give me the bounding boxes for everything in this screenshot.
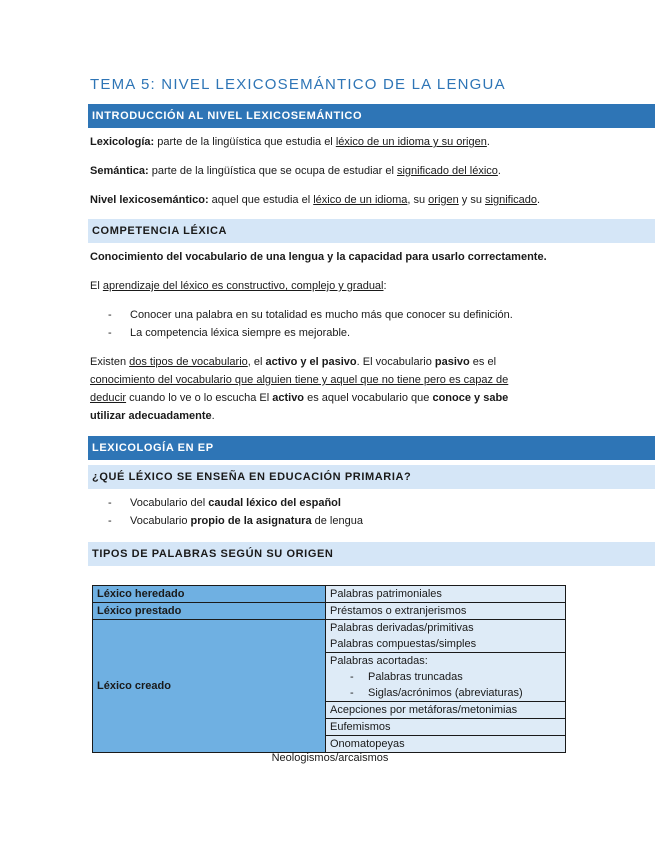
- paragraph-vocabulario-line2: conocimiento del vocabulario que alguien tiene y aquel que no tiene pero es capaz de: [90, 374, 509, 386]
- term-nivel: Nivel lexicosemántico:: [90, 194, 209, 206]
- section-header-competencia: COMPETENCIA LÉXICA: [88, 219, 655, 243]
- cell-value: Palabras patrimoniales: [326, 586, 566, 603]
- table-row: [93, 603, 566, 620]
- section-header-lexicologia: LEXICOLOGÍA EN EP: [88, 436, 655, 460]
- paragraph-lexicologia: Lexicología: parte de la lingüística que estudia el léxico de un idioma y su origen.: [90, 136, 490, 148]
- paragraph-nivel: Nivel lexicosemántico: aquel que estudia el léxico de un idioma, su origen y su significado.: [90, 194, 541, 206]
- list-item: - Vocabulario del caudal léxico del español: [108, 497, 341, 509]
- page-title: TEMA 5: NIVEL LEXICOSEMÁNTICO DE LA LENGUA: [90, 76, 506, 93]
- paragraph-semantica: Semántica: parte de la lingüística que se ocupa de estudiar el significado del léxico.: [90, 165, 501, 177]
- list-item: - Vocabulario propio de la asignatura de lengua: [108, 515, 363, 527]
- cell-value: Palabras acortadas: - Palabras truncadas - Siglas/acrónimos (abreviaturas): [326, 653, 566, 702]
- cell-value: Eufemismos: [326, 719, 566, 736]
- list-item: - Conocer una palabra en su totalidad es mucho más que conocer su definición.: [108, 309, 513, 321]
- section-header-que-lexico: ¿QUÉ LÉXICO SE ENSEÑA EN EDUCACIÓN PRIMARIA?: [88, 465, 655, 489]
- origin-table: [92, 585, 566, 753]
- list-item: - La competencia léxica siempre es mejorable.: [108, 327, 351, 339]
- paragraph-vocabulario-line1: Existen dos tipos de vocabulario, el activo y el pasivo. El vocabulario pasivo es el: [90, 356, 497, 368]
- table-row: [93, 620, 566, 653]
- cell-value: Acepciones por metáforas/metonimias: [326, 702, 566, 719]
- row-label-heredado: Léxico heredado: [93, 586, 326, 603]
- table-caption: Neologismos/arcaismos: [271, 752, 389, 764]
- paragraph-vocabulario-line4: utilizar adecuadamente.: [90, 410, 215, 422]
- section-header-tipos: TIPOS DE PALABRAS SEGÚN SU ORIGEN: [88, 542, 655, 566]
- table-row: [93, 586, 566, 603]
- paragraph-competencia-definition: Conocimiento del vocabulario de una lengua y la capacidad para usarlo correctamente.: [90, 251, 547, 263]
- row-label-prestado: Léxico prestado: [93, 603, 326, 620]
- row-label-creado: Léxico creado: [93, 620, 326, 753]
- term-lexicologia: Lexicología:: [90, 136, 155, 148]
- cell-value: Onomatopeyas: [326, 736, 566, 753]
- cell-value: Préstamos o extranjerismos: [326, 603, 566, 620]
- section-header-intro: INTRODUCCIÓN AL NIVEL LEXICOSEMÁNTICO: [88, 104, 655, 128]
- term-semantica: Semántica:: [90, 165, 149, 177]
- paragraph-vocabulario-line3: deducir cuando lo ve o lo escucha El activo es aquel vocabulario que conoce y sabe: [90, 392, 509, 404]
- cell-value: Palabras derivadas/primitivas Palabras compuestas/simples: [326, 620, 566, 653]
- paragraph-aprendizaje: El aprendizaje del léxico es constructivo, complejo y gradual:: [90, 280, 387, 292]
